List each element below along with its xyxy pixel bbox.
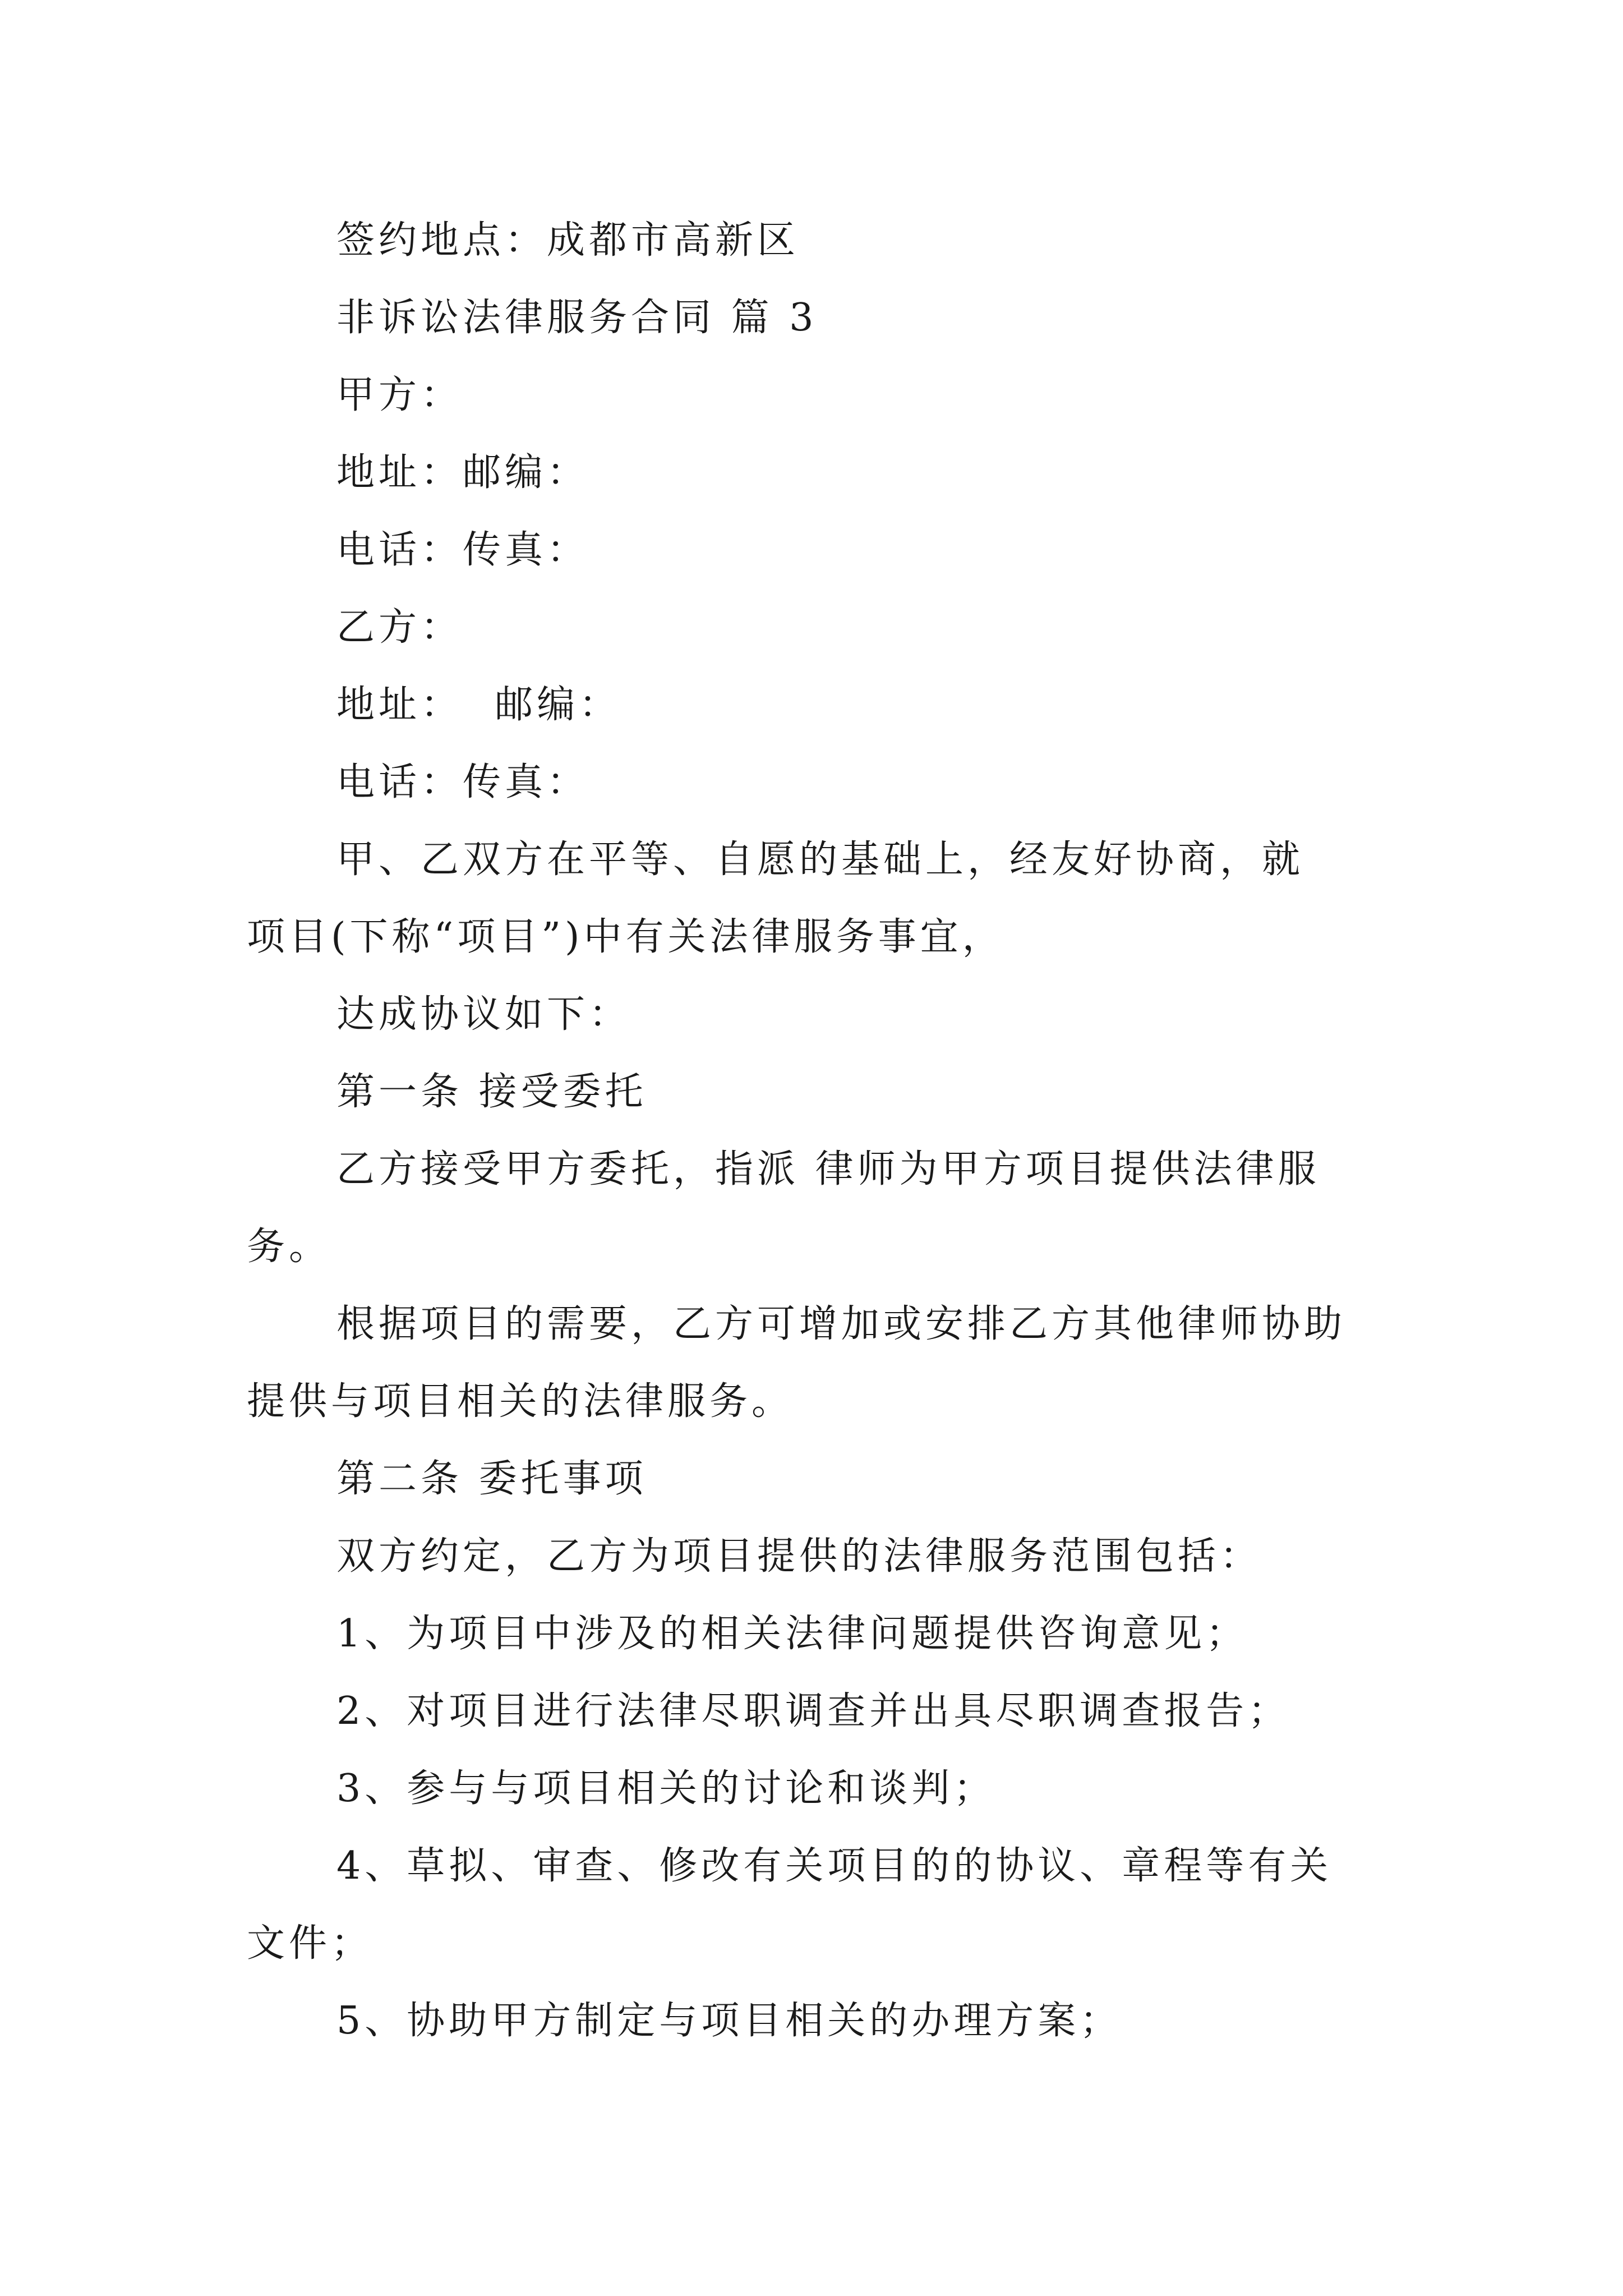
article-1-paragraph-2-line-1: 根据项目的需要，乙方可增加或安排乙方其他律师协助 [336, 1302, 1347, 1346]
service-item-3: 3、参与与项目相关的讨论和谈判； [336, 1766, 996, 1811]
party-b-phone-line: 电话：传真： [336, 760, 589, 804]
article-1-paragraph-2-line-2: 提供与项目相关的法律服务。 [247, 1379, 794, 1424]
article-1-paragraph-1-line-2: 务。 [247, 1225, 331, 1269]
party-b-address-line: 地址： 邮编： [336, 683, 621, 727]
party-b-label: 乙方： [336, 605, 463, 650]
preamble-paragraph-line-1: 甲、乙双方在平等、自愿的基础上，经友好协商，就 [336, 838, 1304, 882]
article-1-paragraph-1-line-1: 乙方接受甲方委托，指派 律师为甲方项目提供法律服 [336, 1147, 1320, 1191]
article-1-heading: 第一条 接受委托 [336, 1070, 647, 1114]
contract-section-title: 非诉讼法律服务合同 篇 3 [336, 296, 818, 340]
service-item-2: 2、对项目进行法律尽职调查并出具尽职调查报告； [336, 1689, 1290, 1733]
document-body [247, 202, 1391, 2060]
service-item-4-line-1: 4、草拟、审查、修改有关项目的的协议、章程等有关 [336, 1844, 1332, 1888]
service-item-1: 1、为项目中涉及的相关法律问题提供咨询意见； [336, 1612, 1248, 1656]
article-2-intro-line: 双方约定，乙方为项目提供的法律服务范围包括： [336, 1534, 1262, 1579]
party-a-address-line: 地址：邮编： [336, 450, 589, 495]
service-item-5: 5、协助甲方制定与项目相关的办理方案； [336, 1999, 1122, 2043]
party-a-label: 甲方： [336, 373, 463, 417]
party-a-phone-line: 电话：传真： [336, 528, 589, 572]
service-item-4-line-2: 文件； [247, 1921, 374, 1966]
article-2-heading: 第二条 委托事项 [336, 1457, 647, 1501]
preamble-paragraph-line-2: 项目(下称“项目”)中有关法律服务事宜， [247, 915, 1004, 959]
agreement-intro-line: 达成协议如下： [336, 992, 631, 1037]
signing-location-line: 签约地点：成都市高新区 [336, 218, 800, 263]
